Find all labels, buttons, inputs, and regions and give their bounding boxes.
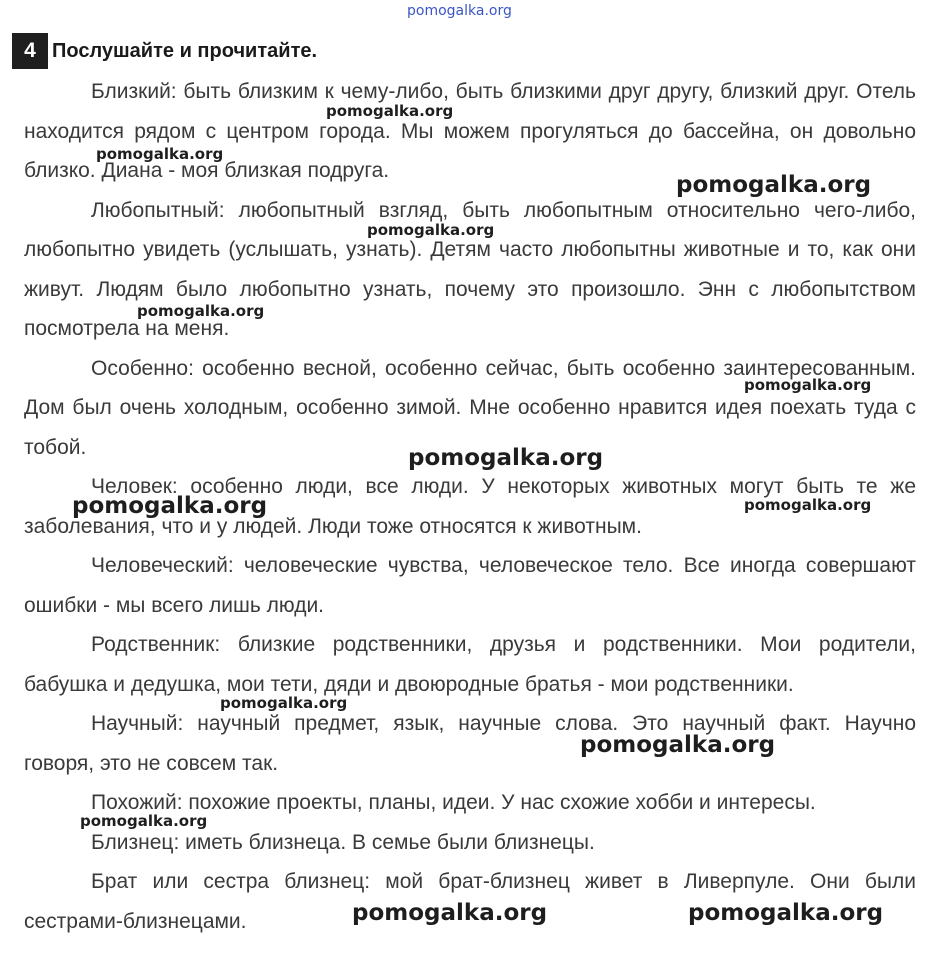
paragraph-twin-sibling: Брат или сестра близнец: мой брат-близнец живет в Ливерпуле. Они были сестрами-близнецами.: [24, 870, 916, 933]
watermark: pomogalka.org: [676, 172, 872, 198]
watermark: pomogalka.org: [352, 900, 548, 926]
paragraph-curious: Любопытный: любопытный взгляд, быть любопытным относительно чего-либо, любопытно увидеть (услышать, узнать). Детям часто любопытны животные и то, как они живут. Людям было любопытно узнать, почему это произошло. Энн с любопытством посмотрела на меня.: [24, 198, 916, 340]
watermark: pomogalka.org: [408, 445, 604, 471]
paragraph-scientific: Научный: научный предмет, язык, научные слова. Это научный факт. Научно говоря, это не совсем так.: [24, 712, 916, 775]
watermark: pomogalka.org: [72, 493, 268, 519]
watermark: pomogalka.org: [367, 221, 495, 239]
paragraph-human: Человек: особенно люди, все люди. У некоторых животных могут быть те же заболевания, что и у людей. Люди тоже относятся к животным.: [24, 475, 916, 538]
paragraph-relative: Родственник: близкие родственники, друзья и родственники. Мои родители, бабушка и дедушка, мои тети, дяди и двоюродные братья - мои родственники.: [24, 633, 916, 696]
watermark: pomogalka.org: [96, 145, 224, 163]
watermark: pomogalka.org: [137, 302, 265, 320]
watermark: pomogalka.org: [744, 376, 872, 394]
paragraph-human-adj: Человеческий: человеческие чувства, человеческое тело. Все иногда совершают ошибки - мы всего лишь люди.: [24, 554, 916, 617]
watermark: pomogalka.org: [80, 812, 208, 830]
watermark: pomogalka.org: [580, 732, 776, 758]
watermark: pomogalka.org: [220, 694, 348, 712]
watermark: pomogalka.org: [326, 102, 454, 120]
task-header: [12, 33, 317, 69]
paragraph-close: Близкий: быть близким к чему-либо, быть близкими друг другу, близкий друг. Отель находится рядом с центром города. Мы можем прогуляться до бассейна, он довольно близко. Диана - моя близкая подруга.: [24, 80, 916, 182]
task-number-badge: 4: [12, 33, 48, 69]
paragraph-similar: Похожий: похожие проекты, планы, идеи. У нас схожие хобби и интересы.: [91, 791, 816, 814]
paragraph-especially: Особенно: особенно весной, особенно сейчас, быть особенно заинтересованным. Дом был очень холодным, особенно зимой. Мне особенно нравится идея поехать туда с тобой.: [24, 356, 916, 459]
watermark-top: pomogalka.org: [407, 3, 512, 19]
watermark: pomogalka.org: [744, 496, 872, 514]
task-title: Послушайте и прочитайте.: [52, 39, 318, 62]
watermark: pomogalka.org: [688, 900, 884, 926]
paragraph-twin: Близнец: иметь близнеца. В семье были близнецы.: [91, 830, 595, 854]
